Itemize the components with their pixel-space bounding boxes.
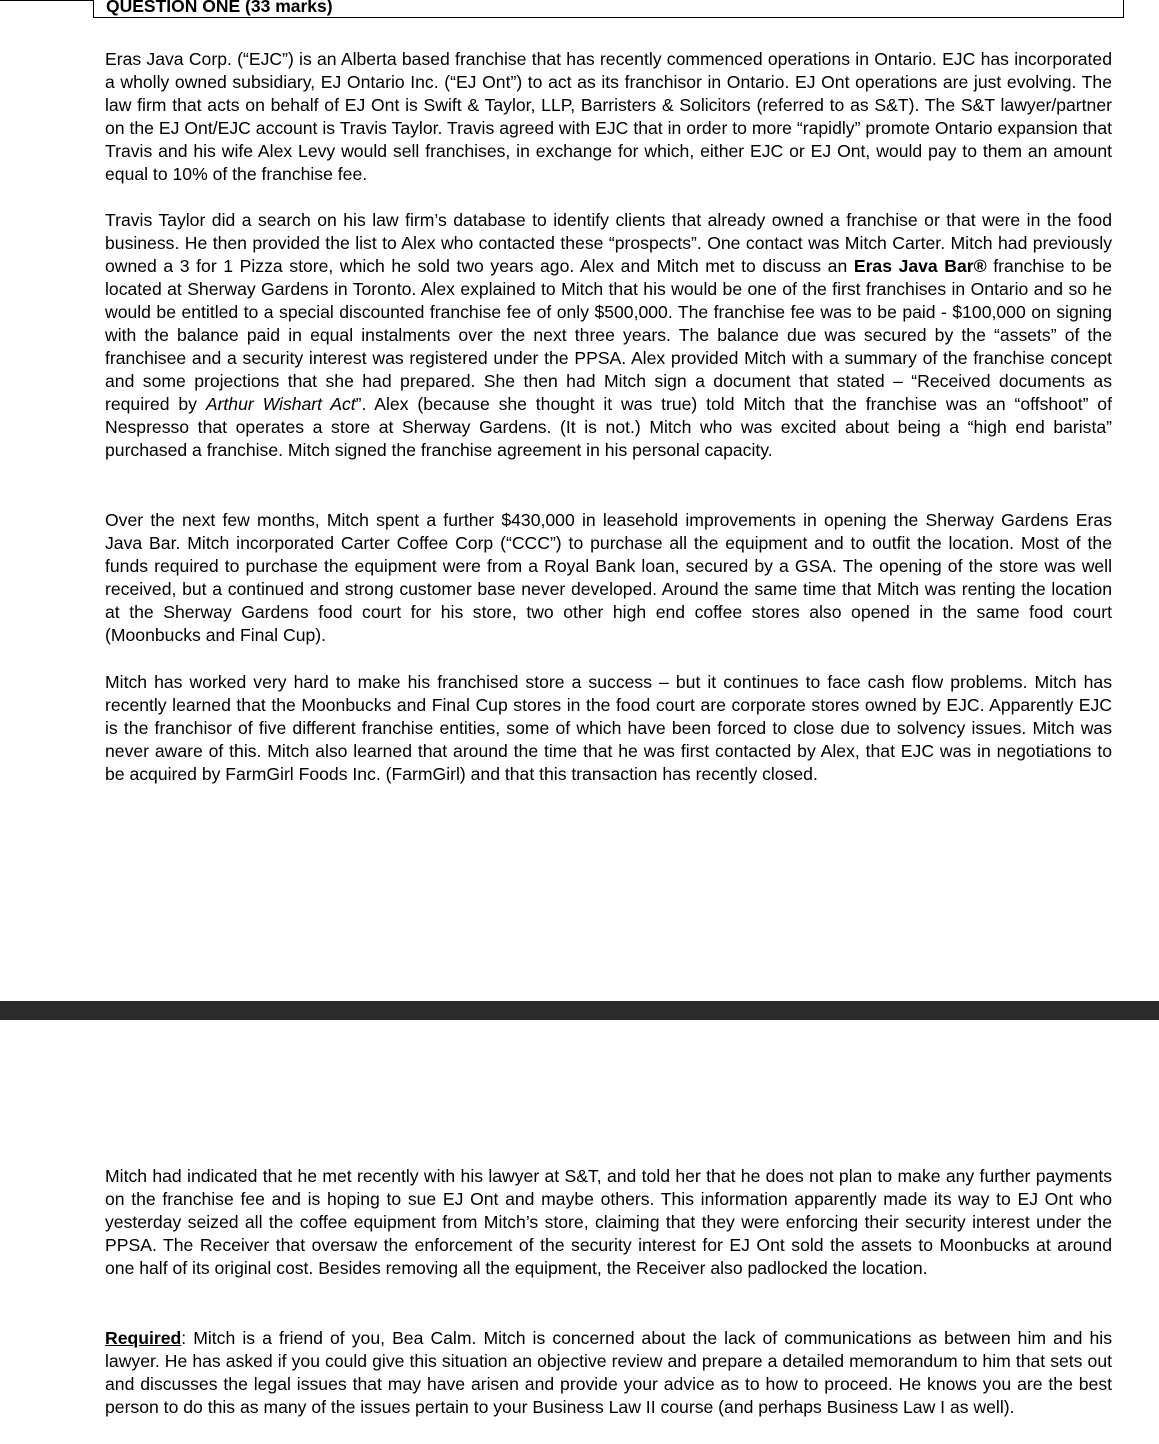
paragraph-franchise-sale-part-a: Travis Taylor did a search on his law firm’s database to identify clients that already owned a franchise or that were in the food business. He then provided the list to Alex who contacted these “prospects”. One contact was Mitch Carter. Mitch had previously owned a 3 for 1 Pizza store, which he sold two years ago. Alex and Mitch met to discuss an	[105, 210, 1112, 276]
required-text: : Mitch is a friend of you, Bea Calm. Mitch is concerned about the lack of communications as between him and his lawyer. He has asked if you could give this situation an objective review and prepare a detailed memorandum to him that sets out and discusses the legal issues that may have arisen and provide your advice as to how to proceed. He knows you are the best person to do this as many of the issues pertain to your Business Law II course (and perhaps Business Law I as well).	[105, 1328, 1112, 1417]
paragraph-required	[105, 1327, 1112, 1419]
act-name: Arthur Wishart Act	[205, 394, 356, 414]
page-break-bar	[0, 1001, 1159, 1020]
paragraph-store-opening: Over the next few months, Mitch spent a further $430,000 in leasehold improvements in opening the Sherway Gardens Eras Java Bar. Mitch incorporated Carter Coffee Corp (“CCC”) to purchase all the equipment and to outfit the location. Most of the funds required to purchase the equipment were from a Royal Bank loan, secured by a GSA. The opening of the store was well received, but a continued and strong customer base never developed. Around the same time that Mitch was renting the location at the Sherway Gardens food court for his store, two other high end coffee stores also opened in the same food court (Moonbucks and Final Cup).	[105, 510, 1112, 645]
brand-name: Eras Java Bar®	[853, 256, 987, 276]
paragraph-franchise-sale-part-c: ”. Alex (because she thought it was true) told Mitch that the franchise was an “offshoot” of Nespresso that operates a store at Sherway Gardens. (It is not.) Mitch who was excited about being a “high end barista” purchased a franchise. Mitch signed the franchise agreement in his personal capacity.	[105, 394, 1112, 460]
paragraph-seizure: Mitch had indicated that he met recently with his lawyer at S&T, and told her that he does not plan to make any further payments on the franchise fee and is hoping to sue EJ Ont and maybe others. This information apparently made its way to EJ Ont who yesterday seized all the coffee equipment from Mitch’s store, claiming that they were enforcing their security interest under the PPSA. The Receiver that oversaw the enforcement of the security interest for EJ Ont sold the assets to Moonbucks at around one half of its original cost. Besides removing all the equipment, the Receiver also padlocked the location.	[105, 1166, 1112, 1278]
paragraph-intro: Eras Java Corp. (“EJC”) is an Alberta based franchise that has recently commenced operations in Ontario. EJC has incorporated a wholly owned subsidiary, EJ Ontario Inc. (“EJ Ont”) to act as its franchisor in Ontario. EJ Ont operations are just evolving. The law firm that acts on behalf of EJ Ont is Swift & Taylor, LLP, Barristers & Solicitors (referred to as S&T). The S&T lawyer/partner on the EJ Ont/EJC account is Travis Taylor. Travis agreed with EJC that in order to more “rapidly” promote Ontario expansion that Travis and his wife Alex Levy would sell franchises, in exchange for which, either EJC or EJ Ont, would pay to them an amount equal to 10% of the franchise fee.	[105, 49, 1112, 184]
top-rule	[0, 0, 94, 1]
paragraph-franchise-sale-part-b: franchise to be located at Sherway Gardens in Toronto. Alex explained to Mitch that his would be one of the first franchises in Ontario and so he would be entitled to a special discounted franchise fee of only $500,000. The franchise fee was to be paid - $100,000 on signing with the balance paid in equal instalments over the next three years. The balance due was secured by the “assets” of the franchisee and a security interest was registered under the PPSA. Alex provided Mitch with a summary of the franchise concept and some projections that she had prepared. She then had Mitch sign a document that stated – “Received documents as required by	[105, 256, 1112, 414]
paragraph-franchise-sale	[105, 209, 1112, 462]
paragraph-cash-flow: Mitch has worked very hard to make his franchised store a success – but it continues to face cash flow problems. Mitch has recently learned that the Moonbucks and Final Cup stores in the food court are corporate stores owned by EJC. Apparently EJC is the franchisor of five different franchise entities, some of which have been forced to close due to solvency issues. Mitch was never aware of this. Mitch also learned that around the time that he was first contacted by Alex, that EJC was in negotiations to be acquired by FarmGirl Foods Inc. (FarmGirl) and that this transaction has recently closed.	[105, 672, 1112, 784]
question-heading-box	[93, 0, 1124, 18]
required-label: Required	[105, 1328, 182, 1348]
question-heading: QUESTION ONE (33 marks)	[106, 0, 333, 16]
